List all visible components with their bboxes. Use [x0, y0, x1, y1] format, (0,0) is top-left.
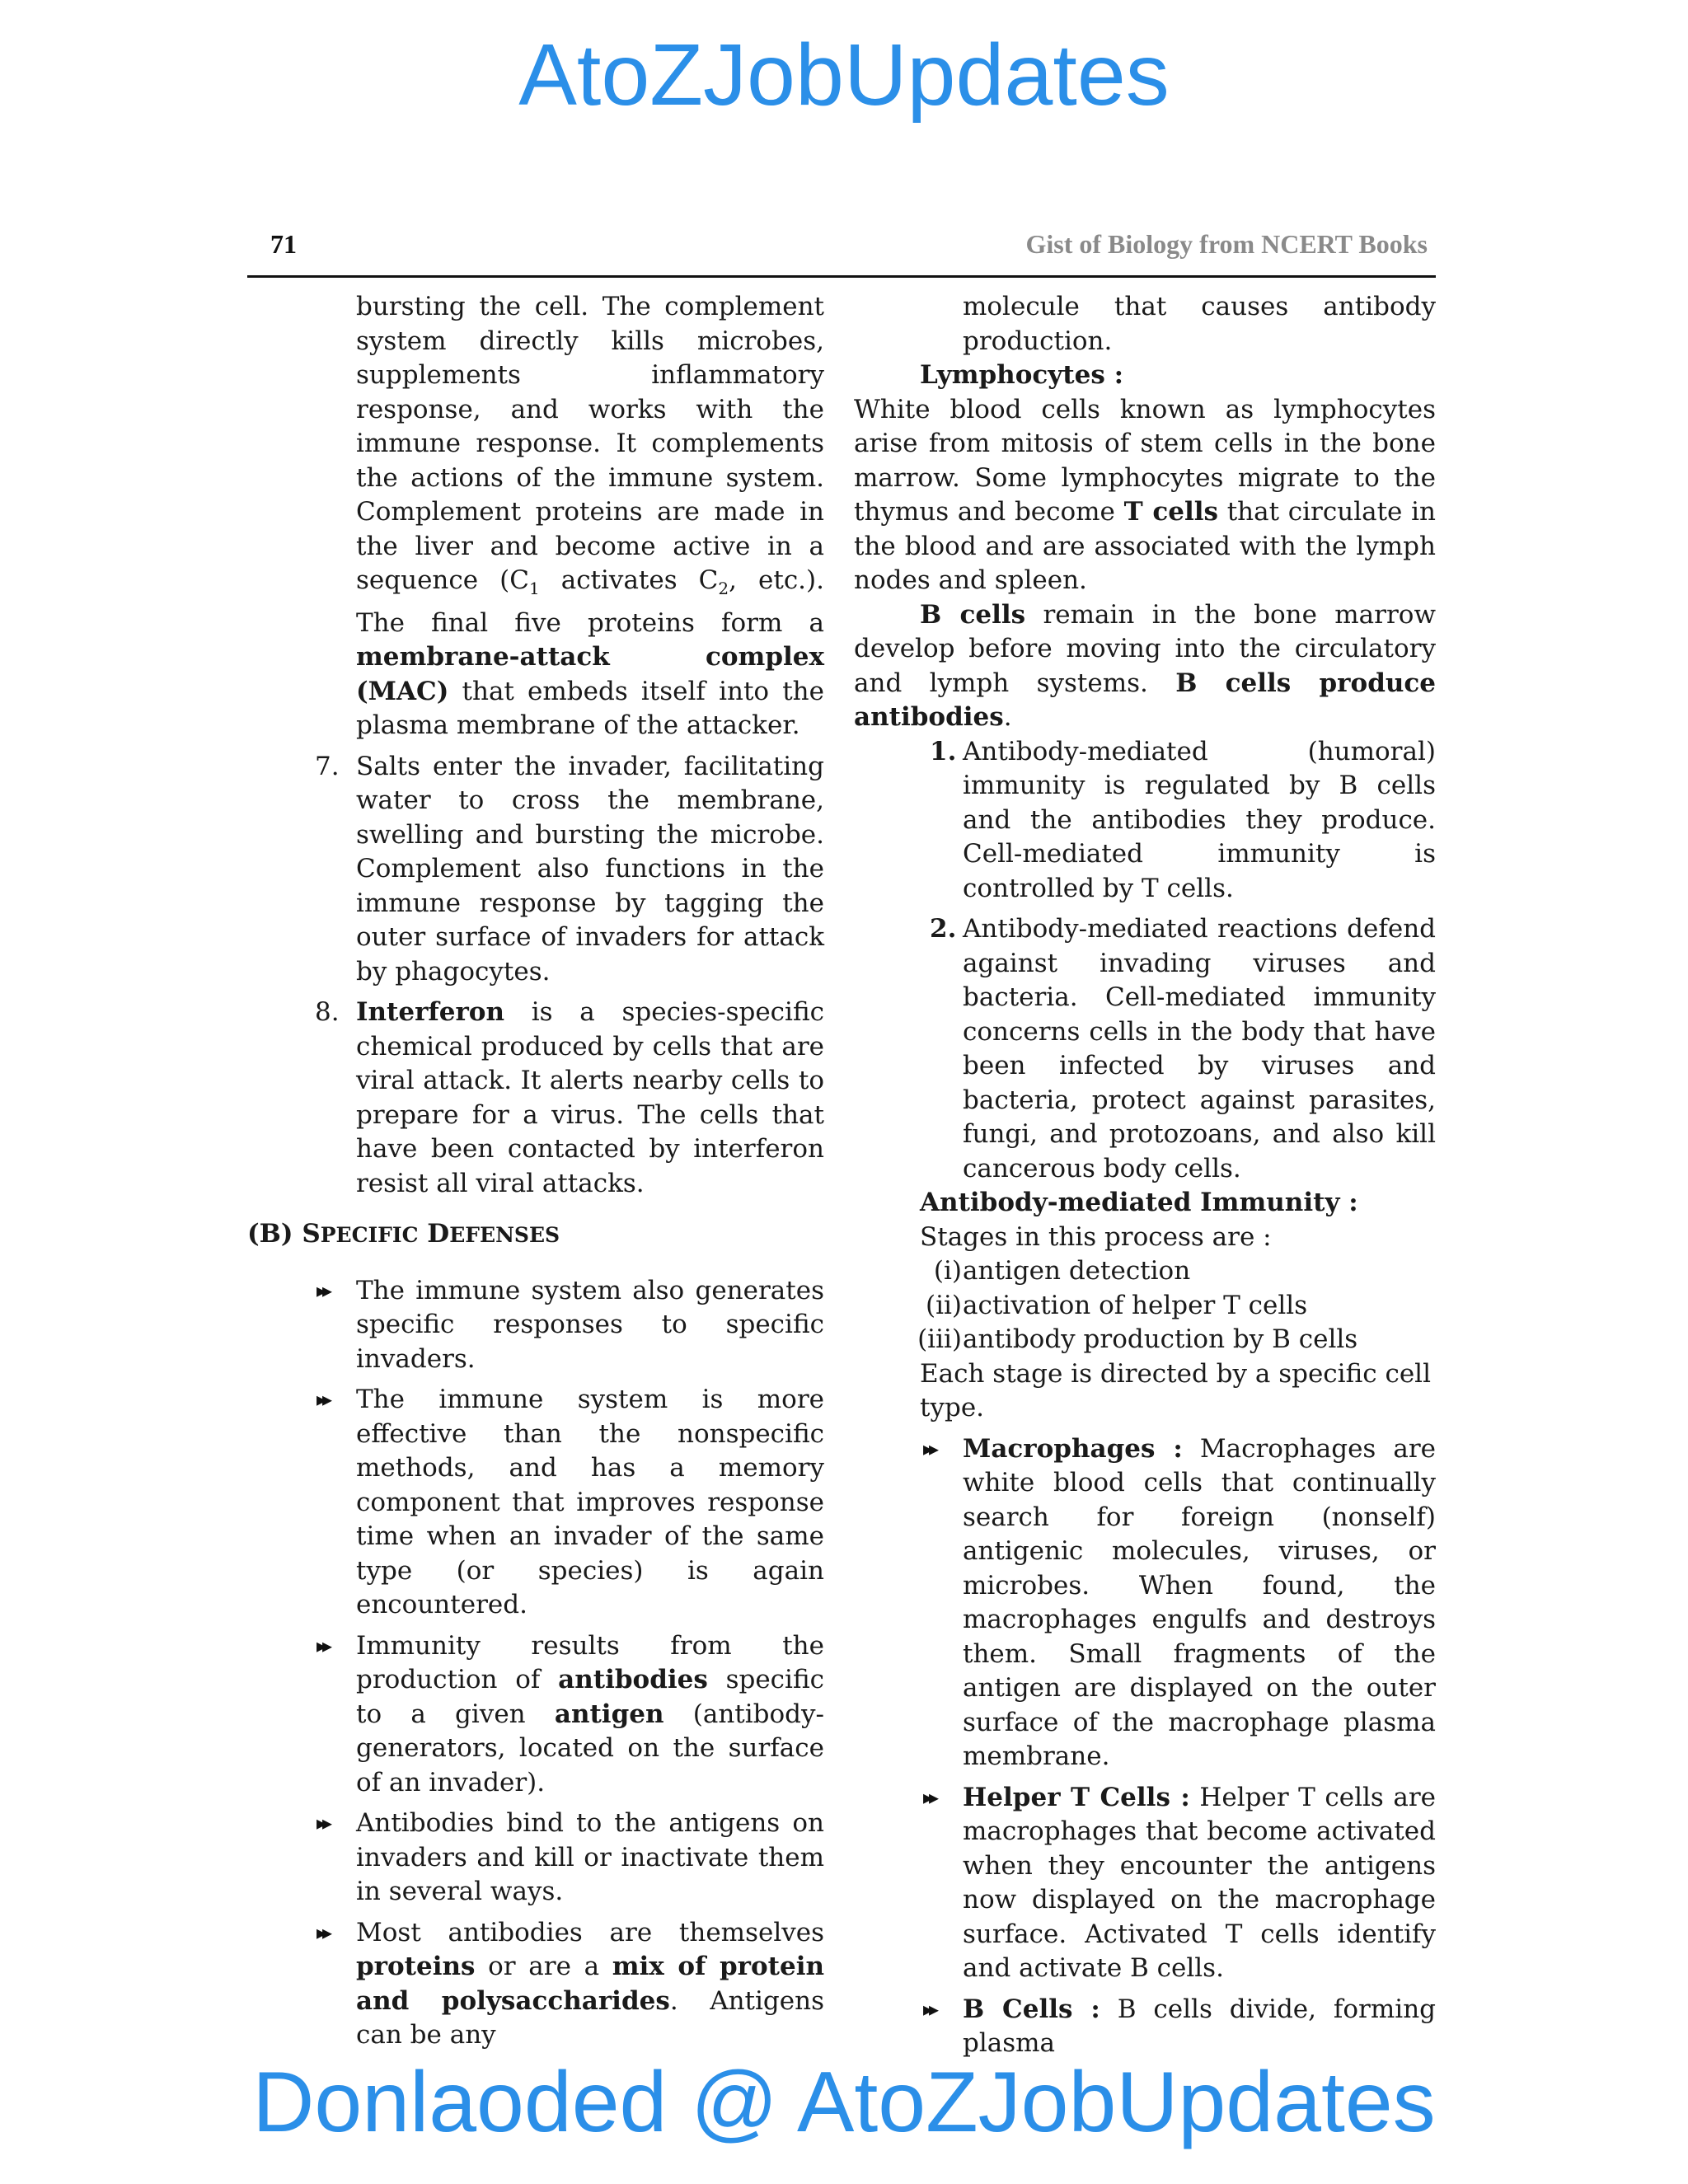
page-number: 71	[270, 229, 297, 259]
bullet-item: ▸▸ Immunity results from the production of antibodies specific to a given antigen (antibody-generators, located on the surface of an invader).	[247, 1629, 824, 1801]
right-column	[854, 290, 1436, 2061]
bullet-item: ▸▸ The immune system also generates specific responses to specific invaders.	[247, 1274, 824, 1377]
stages-end: Each stage is directed by a specific cell type.	[920, 1358, 1431, 1422]
header-rule	[247, 275, 1436, 278]
list-item-8: 8. Interferon is a species-specific chemical produced by cells that are viral attack. It alerts nearby cells to prepare for a virus. The cells that have been contacted by interferon resist all viral attacks.	[315, 997, 824, 1198]
antibody-mediated-heading: Antibody-mediated Immunity :	[920, 1188, 1358, 1217]
bullet-item: ▸▸ Antibodies bind to the antigens on invaders and kill or inactivate them in several ways.	[247, 1807, 824, 1910]
item-number: 1.	[930, 736, 957, 766]
section-heading: (B) SPECIFIC DEFENSES	[247, 1219, 560, 1249]
mac-term: membrane-attack complex (MAC)	[356, 642, 824, 706]
lymphocytes-heading: Lymphocytes :	[920, 360, 1124, 390]
watermark-bottom: Donlaoded @ AtoZJobUpdates	[252, 2055, 1436, 2150]
item-number: 2.	[930, 914, 957, 944]
stage-item: (i) antigen detection	[933, 1256, 1191, 1286]
item-number: 8.	[315, 997, 340, 1028]
bullet-item: ▸▸ Most antibodies are themselves proteins or are a mix of protein and polysaccharides. Antigens can be any	[247, 1916, 824, 2053]
stage-item: (ii) activation of helper T cells	[925, 1290, 1308, 1320]
page-header	[247, 229, 1436, 275]
numbered-item-2: 2. Antibody-mediated reactions defend against invading viruses and bacteria. Cell-mediated immunity concerns cells in the body that have been infected by viruses and bacteria, protect against parasites, fungi, and protozoans, and also kill cancerous body cells.	[930, 914, 1436, 1183]
item-number: 7.	[315, 751, 340, 781]
stage-item: (iii) antibody production by B cells	[917, 1324, 1358, 1354]
lymphocytes-paragraph: White blood cells known as lymphocytes arise from mitosis of stem cells in the bone marrow. Some lymphocytes migrate to the thymus and become T cells that circulate in the blood and are associated with the lymph nodes and spleen.	[854, 394, 1436, 595]
bullet-item: ▸▸ Macrophages : Macrophages are white blood cells that continually search for foreign (nonself) antigenic molecules, viruses, or microbes. When found, the macrophages engulfs and destroys them. Small fragments of the antigen are displayed on the outer surface of the macrophage plasma membrane.	[854, 1432, 1436, 1774]
bullet-item: ▸▸ Helper T Cells : Helper T cells are macrophages that become activated when they encounter the antigens now displayed on the macrophage surface. Activated T cells identify and activate B cells.	[854, 1781, 1436, 1986]
list-item-7: 7. Salts enter the invader, facilitating water to cross the membrane, swelling and bursting the microbe. Complement also functions in the immune response by tagging the outer surface of invaders for attack by phagocytes.	[315, 751, 824, 987]
interferon-term: Interferon	[356, 997, 505, 1028]
book-title: Gist of Biology from NCERT Books	[1025, 229, 1428, 259]
watermark-top: AtoZJobUpdates	[518, 26, 1170, 124]
antigen-continuation: molecule that causes antibody production.	[963, 292, 1436, 356]
bcells-paragraph: B cells remain in the bone marrow develop before moving into the circulatory and lymph systems. B cells produce antibodies.	[854, 599, 1437, 732]
complement-continuation: bursting the cell. The complement system directly kills microbes, supplements inflammatory response, and works with the immune response. It complements the actions of the immune system. Complement proteins are made in the liver and become active in a sequence ($C_1$ activates $C_2$, etc.). The final five proteins form a membrane-attack complex (MAC) that embeds itself into the plasma membrane of the attacker.	[356, 292, 824, 741]
left-column	[247, 290, 824, 2053]
bullet-item: ▸▸ B Cells : B cells divide, forming plasma	[854, 1993, 1436, 2061]
bullet-item: ▸▸ The immune system is more effective than the nonspecific methods, and has a memory component that improves response time when an invader of the same type (or species) is again encountered.	[247, 1383, 824, 1623]
numbered-item-1: 1. Antibody-mediated (humoral) immunity is regulated by B cells and the antibodies they produce. Cell-mediated immunity is controlled by T cells.	[930, 736, 1436, 903]
stages-intro: Stages in this process are :	[920, 1221, 1272, 1252]
